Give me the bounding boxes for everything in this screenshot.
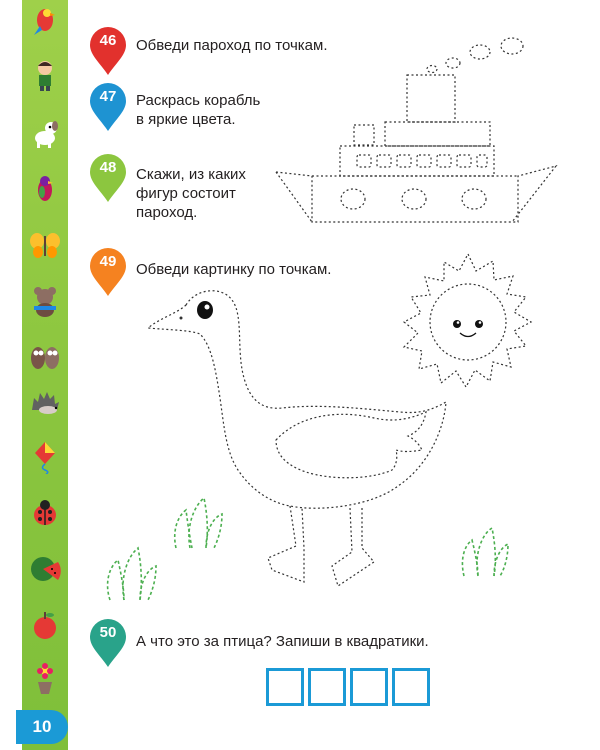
task-46-badge: 46 [88,25,128,77]
answer-box-3[interactable] [350,668,388,706]
answer-box-4[interactable] [392,668,430,706]
steamship-dotted [276,38,556,222]
answer-box-1[interactable] [266,668,304,706]
task-49-badge: 49 [88,246,128,298]
task-46-text: Обведи пароход по точкам. [136,37,328,54]
task-47-text: Раскрась корабль в яркие цвета. [136,92,261,128]
answer-box-2[interactable] [308,668,346,706]
grass-bushes [108,498,508,600]
goose-dotted [148,291,446,586]
page-number: 10 [16,710,68,744]
task-47-badge: 47 [88,81,128,133]
task-49-text: Обведи картинку по точкам. [136,261,332,278]
task-48-text: Скажи, из каких фигур состоит пароход. [136,166,246,221]
task-48-badge: 48 [88,152,128,204]
sun-dotted [404,254,531,387]
task-50-badge: 50 [88,617,128,669]
task-50-text: А что это за птица? Запиши в квадратики. [136,633,429,650]
